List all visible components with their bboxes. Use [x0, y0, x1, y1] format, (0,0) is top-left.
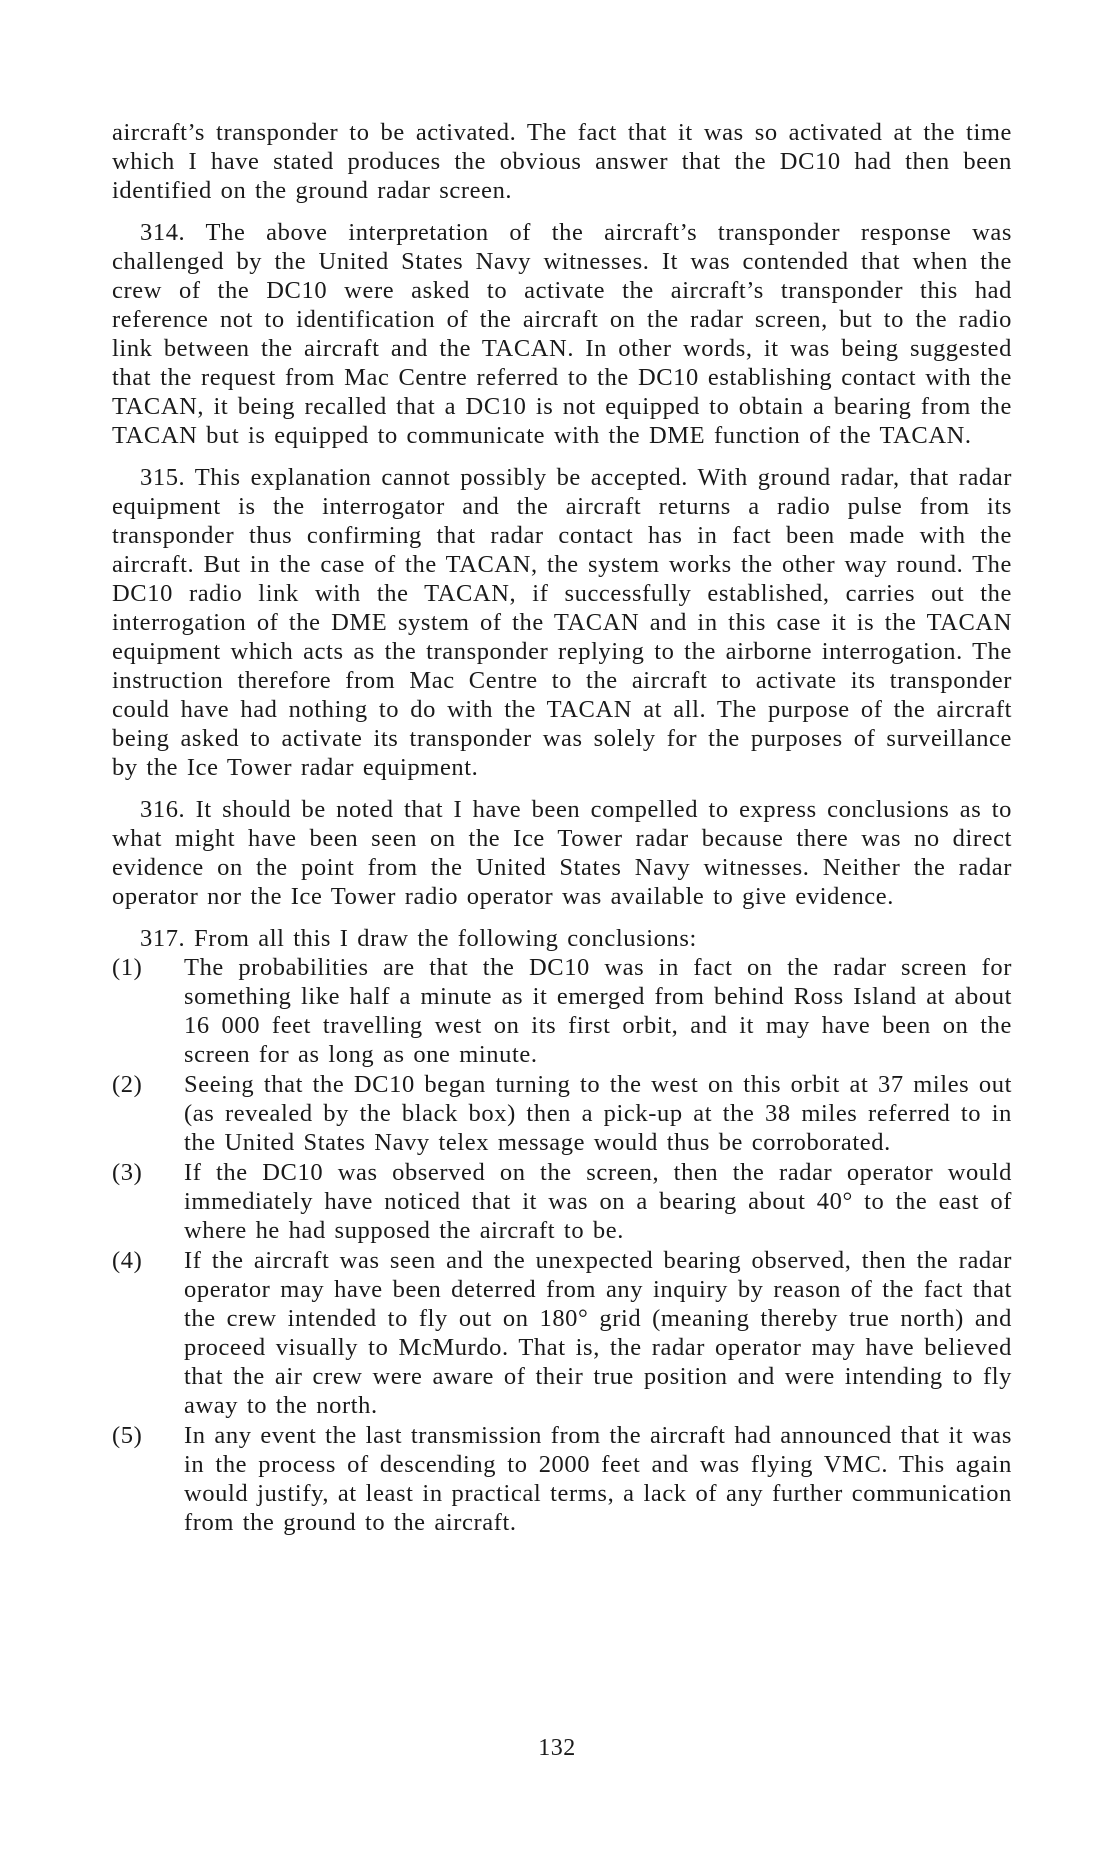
paragraph-314: 314. The above interpretation of the aircraft’s transponder response was challenged by the United States Navy witnesses. It was contended that when the crew of the DC10 were asked to activate the aircraft’s transponder this had reference not to identification of the aircraft on the radar screen, but to the radio link between the aircraft and the TACAN. In other words, it was being suggested that the request from Mac Centre referred to the DC10 establishing contact with the TACAN, it being recalled that a DC10 is not equipped to obtain a bearing from the TACAN but is equipped to communicate with the DME function of the TACAN. — [112, 219, 1012, 449]
paragraph-317: 317. From all this I draw the following conclusions: — [140, 925, 697, 952]
conclusion-item — [112, 953, 1012, 1069]
conclusion-number: (2) — [112, 1071, 143, 1098]
conclusion-text: If the aircraft was seen and the unexpected bearing observed, then the radar operator may have been deterred from any inquiry by reason of the fact that the crew intended to fly out on 180° grid (meaning thereby true north) and proceed visually to McMurdo. That is, the radar operator may have believed that the air crew were aware of their true position and were intending to fly away to the north. — [184, 1247, 1012, 1419]
conclusions-list — [112, 953, 1012, 1537]
conclusion-text: In any event the last transmission from the aircraft had announced that it was in the process of descending to 2000 feet and was flying VMC. This again would justify, at least in practical terms, a lack of any further communication from the ground to the aircraft. — [184, 1422, 1012, 1536]
paragraph-315: 315. This explanation cannot possibly be accepted. With ground radar, that radar equipment is the interrogator and the aircraft returns a radio pulse from its transponder thus confirming that radar contact has in fact been made with the aircraft. But in the case of the TACAN, the system works the other way round. The DC10 radio link with the TACAN, if successfully established, carries out the interrogation of the DME system of the TACAN and in this case it is the TACAN equipment which acts as the transponder replying to the airborne interrogation. The instruction therefore from Mac Centre to the aircraft to activate its transponder could have had nothing to do with the TACAN at all. The purpose of the aircraft being asked to activate its transponder was solely for the purposes of surveillance by the Ice Tower radar equipment. — [112, 464, 1012, 781]
conclusion-text: Seeing that the DC10 began turning to the west on this orbit at 37 miles out (as revealed by the black box) then a pick-up at the 38 miles referred to in the United States Navy telex message would thus be corroborated. — [184, 1071, 1012, 1156]
conclusion-text: If the DC10 was observed on the screen, then the radar operator would immediately have noticed that it was on a bearing about 40° to the east of where he had supposed the aircraft to be. — [184, 1159, 1012, 1244]
page-number: 132 — [538, 1735, 576, 1761]
conclusion-number: (3) — [112, 1159, 143, 1186]
conclusion-number: (1) — [112, 954, 143, 981]
conclusion-number: (5) — [112, 1422, 143, 1449]
conclusion-text: The probabilities are that the DC10 was in fact on the radar screen for something like half a minute as it emerged from behind Ross Island at about 16 000 feet travelling west on its first orbit, and it may have been on the screen for as long as one minute. — [184, 954, 1012, 1068]
paragraph-continuation: aircraft’s transponder to be activated. The fact that it was so activated at the time which I have stated produces the obvious answer that the DC10 had then been identified on the ground radar screen. — [112, 119, 1012, 204]
body-text — [112, 118, 1012, 1538]
conclusion-item — [112, 1246, 1012, 1420]
conclusion-number: (4) — [112, 1247, 143, 1274]
conclusion-item — [112, 1158, 1012, 1245]
paragraph-316: 316. It should be noted that I have been compelled to express conclusions as to what might have been seen on the Ice Tower radar because there was no direct evidence on the point from the United States Navy witnesses. Neither the radar operator nor the Ice Tower radio operator was available to give evidence. — [112, 796, 1012, 910]
conclusion-item — [112, 1070, 1012, 1157]
conclusion-item — [112, 1421, 1012, 1537]
